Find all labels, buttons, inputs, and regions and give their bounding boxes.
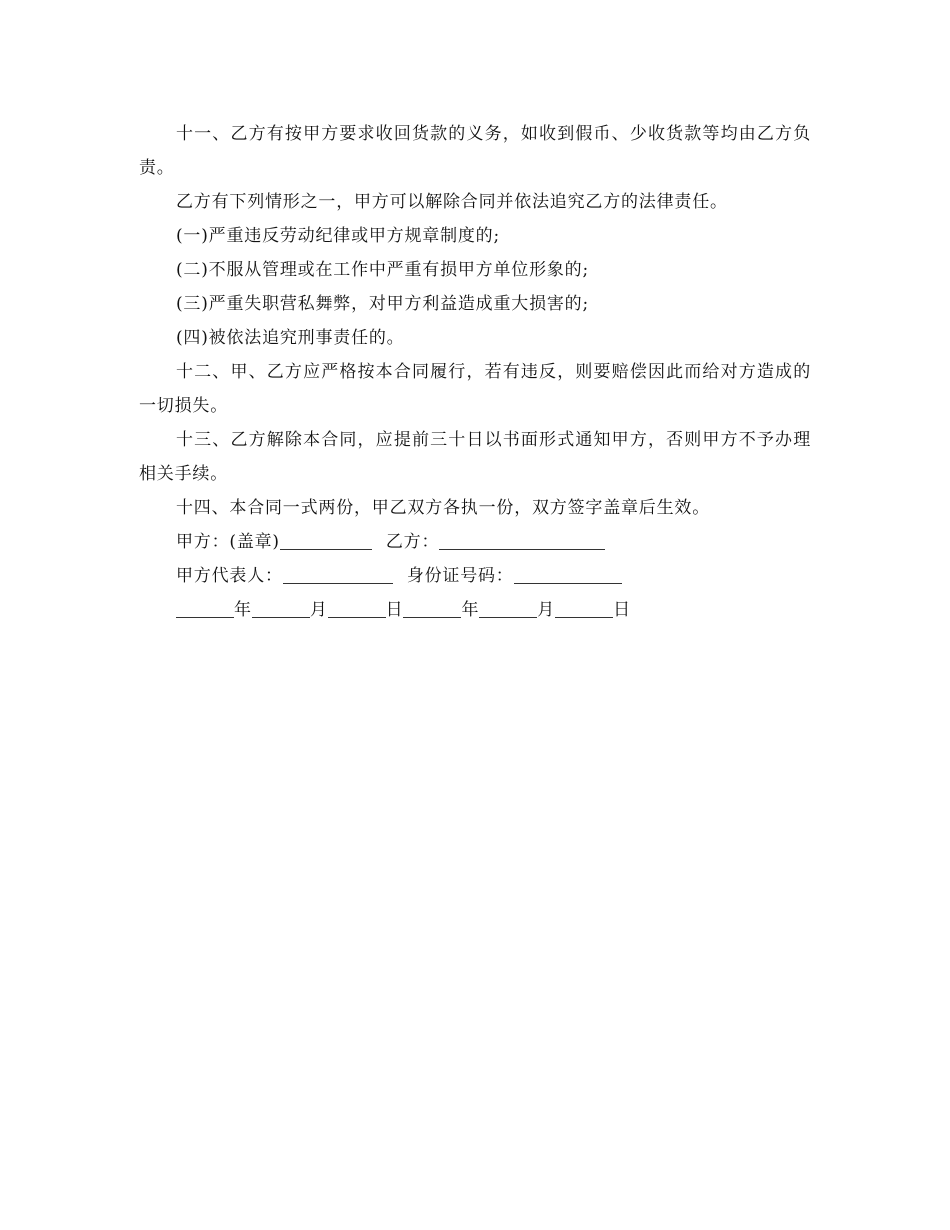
party-a-blank[interactable] (280, 529, 372, 550)
clause-eleven: 十一、乙方有按甲方要求收回货款的义务，如收到假币、少收货款等均由乙方负责。 (139, 124, 811, 178)
representative-blank[interactable] (283, 563, 393, 584)
month-label: 月 (309, 600, 328, 620)
representative-row (139, 559, 811, 593)
year-blank-a[interactable] (176, 597, 234, 618)
clause-twelve: 十二、甲、乙方应严格按本合同履行，若有违反，则要赔偿因此而给对方造成的一切损失。 (139, 362, 811, 416)
day-label: 日 (613, 600, 631, 620)
contract-body (139, 117, 811, 627)
representative-label: 甲方代表人： (176, 566, 283, 586)
list-item: (三)严重失职营私舞弊，对甲方利益造成重大损害的; (176, 294, 589, 314)
year-blank-b[interactable] (403, 597, 461, 618)
id-number-blank[interactable] (514, 563, 622, 584)
termination-intro: 乙方有下列情形之一，甲方可以解除合同并依法追究乙方的法律责任。 (176, 192, 728, 212)
list-item: (二)不服从管理或在工作中严重有损甲方单位形象的; (176, 260, 589, 280)
year-label: 年 (234, 600, 252, 620)
list-item: (四)被依法追究刑事责任的。 (176, 328, 405, 348)
month-blank-a[interactable] (252, 597, 310, 618)
year-label: 年 (461, 600, 480, 620)
id-number-label: 身份证号码： (406, 566, 514, 586)
party-b-label: 乙方： (385, 532, 440, 552)
list-item: (一)严重违反劳动纪律或甲方规章制度的; (176, 226, 500, 246)
day-label: 日 (385, 600, 404, 620)
day-blank-b[interactable] (555, 597, 613, 618)
party-signature-row (139, 525, 811, 559)
date-row (139, 593, 811, 627)
month-label: 月 (537, 600, 556, 620)
party-b-blank[interactable] (439, 529, 605, 550)
clause-thirteen: 十三、乙方解除本合同，应提前三十日以书面形式通知甲方，否则甲方不予办理相关手续。 (139, 430, 811, 484)
clause-fourteen: 十四、本合同一式两份，甲乙双方各执一份，双方签字盖章后生效。 (176, 498, 710, 518)
month-blank-b[interactable] (479, 597, 537, 618)
party-a-label: 甲方：(盖章) (176, 532, 280, 552)
day-blank-a[interactable] (328, 597, 386, 618)
